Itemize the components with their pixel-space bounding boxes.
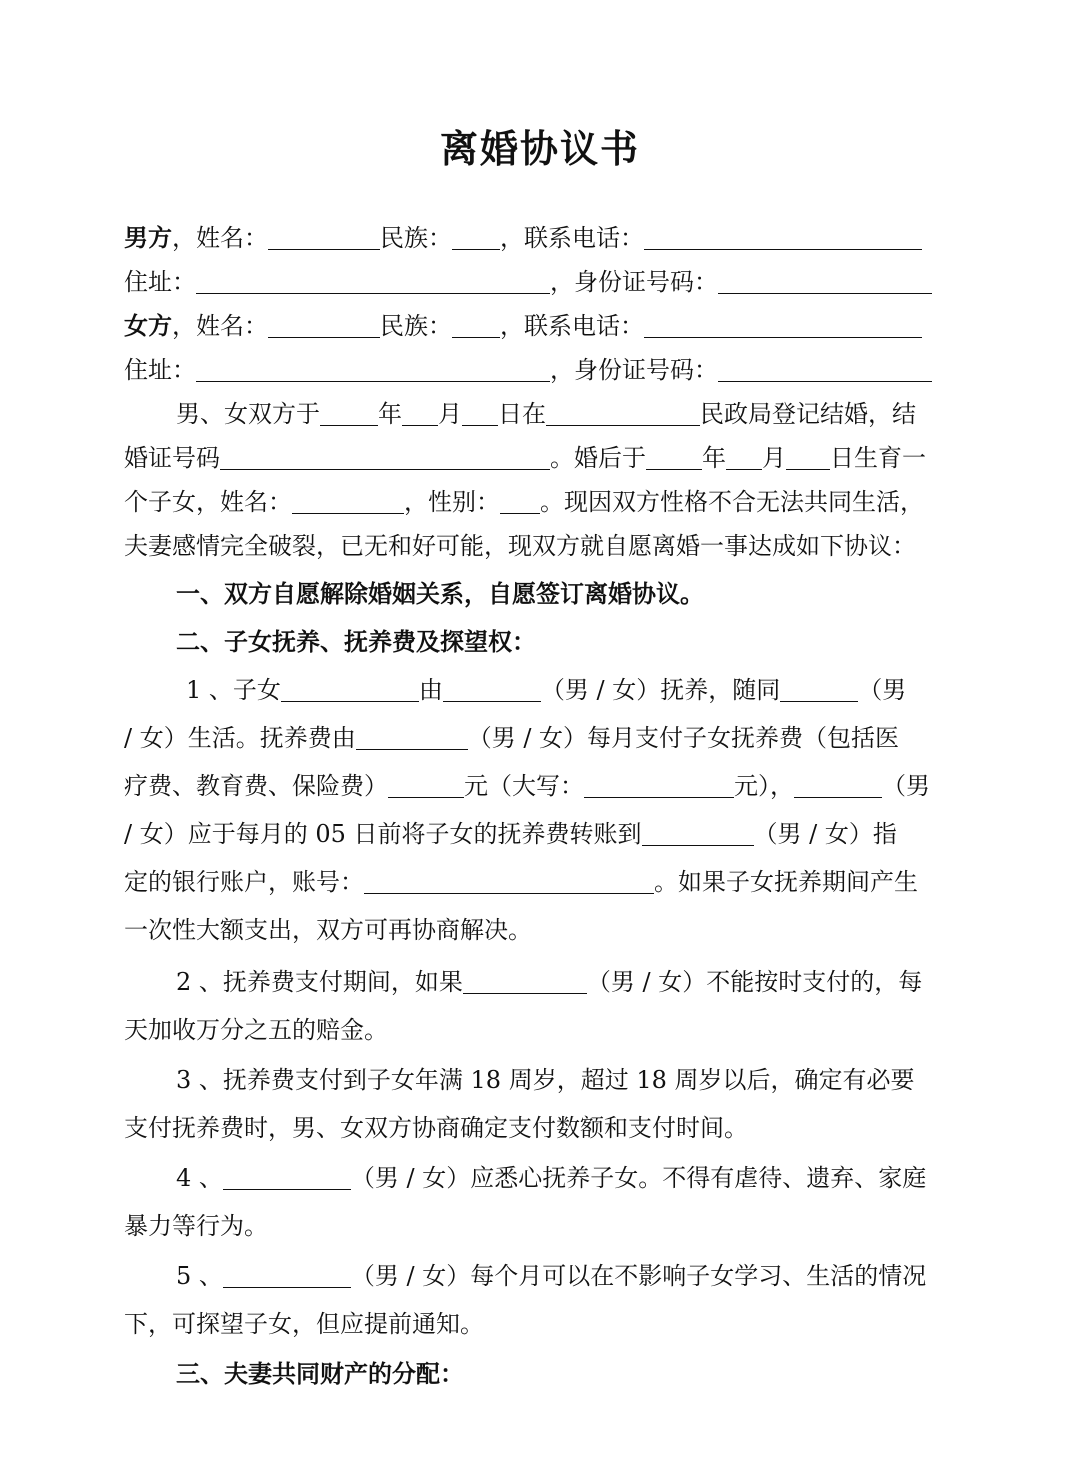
marriage-day-field[interactable] (462, 397, 498, 426)
item-text: 2 、抚养费支付期间，如果 (176, 968, 463, 996)
intro-text: 月 (438, 400, 462, 428)
male-id-label: ，身份证号码： (550, 268, 718, 296)
item-1-line-2 (124, 718, 964, 758)
birth-month-field[interactable] (726, 441, 762, 470)
intro-text: ，性别： (404, 488, 500, 516)
male-name-field[interactable] (268, 221, 380, 250)
item-text: 由 (418, 676, 443, 704)
item-5-line-1 (176, 1256, 964, 1296)
item-text: （男 (882, 772, 930, 800)
intro-text: 。现因双方性格不合无法共同生活， (540, 488, 924, 516)
female-id-field[interactable] (718, 353, 932, 382)
intro-line-1 (176, 394, 964, 434)
intro-text: 婚证号码 (124, 444, 220, 472)
male-address-line (124, 262, 964, 302)
intro-text: 。婚后于 (550, 444, 646, 472)
item-text: 定的银行账户，账号： (124, 868, 364, 896)
intro-text: 年 (702, 444, 726, 472)
female-info-line (124, 306, 964, 346)
female-phone-field[interactable] (644, 309, 922, 338)
male-address-label: 住址： (124, 268, 196, 296)
support-amount-words-field[interactable] (584, 769, 734, 798)
item-text: 4 、 (176, 1164, 223, 1192)
marriage-year-field[interactable] (320, 397, 378, 426)
item-text: 。如果子女抚养期间产生 (654, 868, 918, 896)
item-text: / 女）应于每月的 05 日前将子女的抚养费转账到 (124, 820, 642, 848)
female-id-label: ，身份证号码： (550, 356, 718, 384)
intro-line-3 (124, 482, 964, 522)
item-3-line-2: 支付抚养费时，男、女双方协商确定支付数额和支付时间。 (124, 1114, 748, 1142)
intro-text: 男、女双方于 (176, 400, 320, 428)
female-address-line (124, 350, 964, 390)
male-phone-label: ，联系电话： (500, 224, 644, 252)
male-address-field[interactable] (196, 265, 550, 294)
item-1-line-1 (186, 670, 964, 710)
item-1-line-4 (124, 814, 964, 854)
intro-line-2 (124, 438, 964, 478)
child-name-field[interactable] (292, 485, 404, 514)
item-text: 疗费、教育费、保险费） (124, 772, 388, 800)
item-1-line-5 (124, 862, 964, 902)
item-text: （男 / 女）每月支付子女抚养费（包括医 (467, 724, 900, 752)
item-text: （男 / 女）不能按时支付的，每 (586, 968, 923, 996)
female-name-field[interactable] (268, 309, 380, 338)
section-1-heading: 一、双方自愿解除婚姻关系，自愿签订离婚协议。 (176, 579, 704, 608)
female-address-label: 住址： (124, 356, 196, 384)
male-label: 男方 (124, 223, 172, 252)
bank-account-field[interactable] (364, 865, 654, 894)
item-2-line-2: 天加收万分之五的赔金。 (124, 1016, 388, 1044)
section-2-heading: 二、子女抚养、抚养费及探望权： (176, 627, 536, 656)
item-4-line-1 (176, 1158, 964, 1198)
female-address-field[interactable] (196, 353, 550, 382)
female-phone-label: ，联系电话： (500, 312, 644, 340)
item-text: （男 / 女）抚养，随同 (540, 676, 781, 704)
child-gender-field[interactable] (500, 485, 540, 514)
birth-day-field[interactable] (786, 441, 830, 470)
child-field[interactable] (281, 673, 419, 702)
intro-text: 日在 (498, 400, 546, 428)
late-payer-field[interactable] (463, 965, 587, 994)
civil-affairs-bureau-field[interactable] (546, 397, 700, 426)
intro-text: 个子女，姓名： (124, 488, 292, 516)
female-ethnic-label: 民族： (380, 312, 452, 340)
intro-line-4: 夫妻感情完全破裂，已无和好可能，现双方就自愿离婚一事达成如下协议： (124, 532, 916, 560)
section-3-heading: 三、夫妻共同财产的分配： (176, 1359, 464, 1388)
item-text: 5 、 (176, 1262, 223, 1290)
item-text: 1 、子女 (186, 676, 281, 704)
item-text: / 女）生活。抚养费由 (124, 724, 356, 752)
intro-text: 民政局登记结婚，结 (700, 400, 916, 428)
live-with-field[interactable] (780, 673, 858, 702)
birth-year-field[interactable] (646, 441, 702, 470)
visitor-field[interactable] (223, 1259, 351, 1288)
item-4-line-2: 暴力等行为。 (124, 1212, 268, 1240)
male-phone-field[interactable] (644, 221, 922, 250)
caregiver-field[interactable] (223, 1161, 351, 1190)
female-ethnic-field[interactable] (452, 309, 500, 338)
male-ethnic-field[interactable] (452, 221, 500, 250)
transfer-payer-field[interactable] (794, 769, 882, 798)
intro-text: 月 (762, 444, 786, 472)
male-name-label: ，姓名： (172, 224, 268, 252)
document-title: 离婚协议书 (439, 126, 640, 171)
support-payer-field[interactable] (356, 721, 468, 750)
transfer-recipient-field[interactable] (642, 817, 754, 846)
item-1-line-6: 一次性大额支出，双方可再协商解决。 (124, 916, 532, 944)
female-label: 女方 (124, 311, 172, 340)
item-1-line-3 (124, 766, 964, 806)
male-id-field[interactable] (718, 265, 932, 294)
item-text: （男 / 女）每个月可以在不影响子女学习、生活的情况 (350, 1262, 927, 1290)
marriage-cert-number-field[interactable] (220, 441, 550, 470)
item-text: 元）， (734, 772, 794, 800)
intro-text: 日生育一 (830, 444, 926, 472)
item-5-line-2: 下，可探望子女，但应提前通知。 (124, 1310, 484, 1338)
item-text: （男 / 女）指 (753, 820, 897, 848)
item-text: （男 / 女）应悉心抚养子女。不得有虐待、遗弃、家庭 (350, 1164, 927, 1192)
item-text: 元（大写： (464, 772, 584, 800)
item-2-line-1 (176, 962, 964, 1002)
custodian-field[interactable] (443, 673, 541, 702)
support-amount-field[interactable] (388, 769, 464, 798)
item-text: （男 (858, 676, 907, 704)
intro-text: 年 (378, 400, 402, 428)
female-name-label: ，姓名： (172, 312, 268, 340)
male-info-line (124, 218, 964, 258)
male-ethnic-label: 民族： (380, 224, 452, 252)
marriage-month-field[interactable] (402, 397, 438, 426)
item-3-line-1: 3 、抚养费支付到子女年满 18 周岁，超过 18 周岁以后，确定有必要 (176, 1066, 915, 1094)
